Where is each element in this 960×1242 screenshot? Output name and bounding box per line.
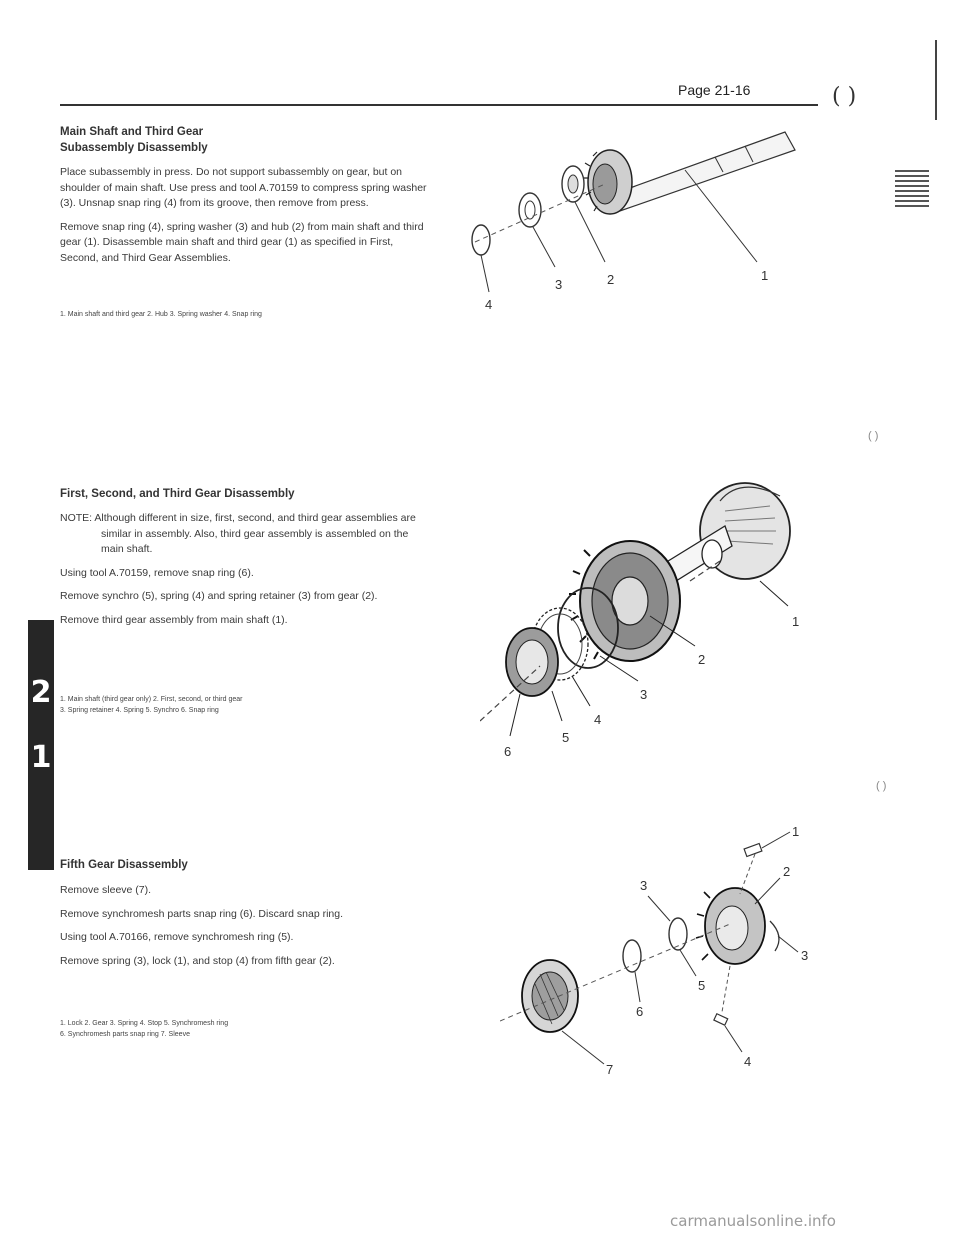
callout-label: 3 bbox=[640, 687, 648, 702]
figure-caption bbox=[60, 1018, 460, 1040]
caption-line: 1. Lock 2. Gear 3. Spring 4. Stop 5. Synchromesh ring bbox=[60, 1020, 229, 1027]
callout-label: 1 bbox=[761, 268, 769, 283]
edge-binding-line bbox=[935, 40, 937, 120]
chapter-tab-digit: 1 bbox=[30, 740, 52, 775]
figure-caption: 1. Main shaft and third gear 2. Hub 3. Spring washer 4. Snap ring bbox=[60, 311, 262, 318]
callout-label: 3 bbox=[555, 277, 563, 292]
caption-line: 3. Spring retainer 4. Spring 5. Synchro 6. Snap ring bbox=[60, 707, 219, 714]
gear-assembly-exploded-figure bbox=[480, 466, 810, 766]
paragraph: Remove third gear assembly from main shaft (1). bbox=[60, 613, 288, 626]
callout-label: 4 bbox=[594, 712, 602, 727]
callout-label: 6 bbox=[504, 744, 512, 759]
paragraph: Remove synchromesh parts snap ring (6). Discard snap ring. bbox=[60, 907, 344, 920]
callout-label: 1 bbox=[792, 826, 800, 839]
fifth-gear-exploded-figure bbox=[500, 826, 820, 1076]
page-number: Page 21-16 bbox=[678, 82, 751, 98]
edge-mark: ( ) bbox=[876, 780, 887, 792]
corner-bracket-icon: ( ) bbox=[832, 84, 857, 109]
section-gear-disassembly bbox=[60, 486, 420, 636]
callout-label: 4 bbox=[485, 297, 493, 312]
callout-label: 3 bbox=[640, 878, 648, 893]
figure-caption bbox=[60, 694, 440, 716]
main-shaft-exploded-figure bbox=[445, 112, 825, 322]
callout-label: 7 bbox=[606, 1062, 614, 1076]
callout-label: 4 bbox=[744, 1054, 752, 1069]
paragraph: Using tool A.70159, remove snap ring (6). bbox=[60, 566, 254, 579]
paragraph: Remove snap ring (4), spring washer (3) and hub (2) from main shaft and third gear (1). Disassemble main shaft and third gear (1) as specified in First, Second, and Third Gear Assemblies. bbox=[60, 220, 424, 264]
callout-label: 2 bbox=[783, 864, 791, 879]
chapter-tab-digit: 2 bbox=[30, 675, 52, 710]
paragraph: Remove spring (3), lock (1), and stop (4) from fifth gear (2). bbox=[60, 954, 335, 967]
section-fifth-gear bbox=[60, 857, 450, 977]
paragraph: Place subassembly in press. Do not support subassembly on gear, but on shoulder of main shaft. Use press and tool A.70159 to compress spring washer (3). Unsnap snap ring (4) from its groove, then remove from press. bbox=[60, 166, 427, 209]
watermark: carmanualsonline.info bbox=[670, 1212, 836, 1230]
edge-artifact bbox=[895, 170, 929, 210]
section-subtitle: Subassembly Disassembly bbox=[60, 142, 208, 154]
header-rule bbox=[60, 104, 818, 106]
paragraph: Using tool A.70166, remove synchromesh ring (5). bbox=[60, 931, 294, 943]
paragraph: Remove synchro (5), spring (4) and spring retainer (3) from gear (2). bbox=[60, 590, 378, 602]
note-paragraph: NOTE: Although different in size, first, second, and third gear assemblies are similar in assembly. Also, third gear assembly is assembled on the main shaft. bbox=[60, 512, 416, 555]
edge-mark: ( ) bbox=[868, 430, 879, 442]
section-title: First, Second, and Third Gear Disassembly bbox=[60, 488, 295, 500]
section-main-shaft bbox=[60, 124, 430, 274]
callout-label: 6 bbox=[636, 1004, 644, 1019]
section-title: Main Shaft and Third Gear bbox=[60, 126, 204, 138]
callout-label: 2 bbox=[607, 272, 615, 287]
caption-line: 6. Synchromesh parts snap ring 7. Sleeve bbox=[60, 1031, 190, 1038]
section-title: Fifth Gear Disassembly bbox=[60, 859, 188, 871]
paragraph: Remove sleeve (7). bbox=[60, 884, 152, 896]
caption-line: 1. Main shaft (third gear only) 2. First, second, or third gear bbox=[60, 696, 243, 703]
callout-label: 1 bbox=[792, 614, 800, 629]
callout-label: 5 bbox=[562, 730, 570, 745]
callout-label: 2 bbox=[698, 652, 706, 667]
callout-label: 3 bbox=[801, 948, 809, 963]
callout-label: 5 bbox=[698, 978, 706, 993]
